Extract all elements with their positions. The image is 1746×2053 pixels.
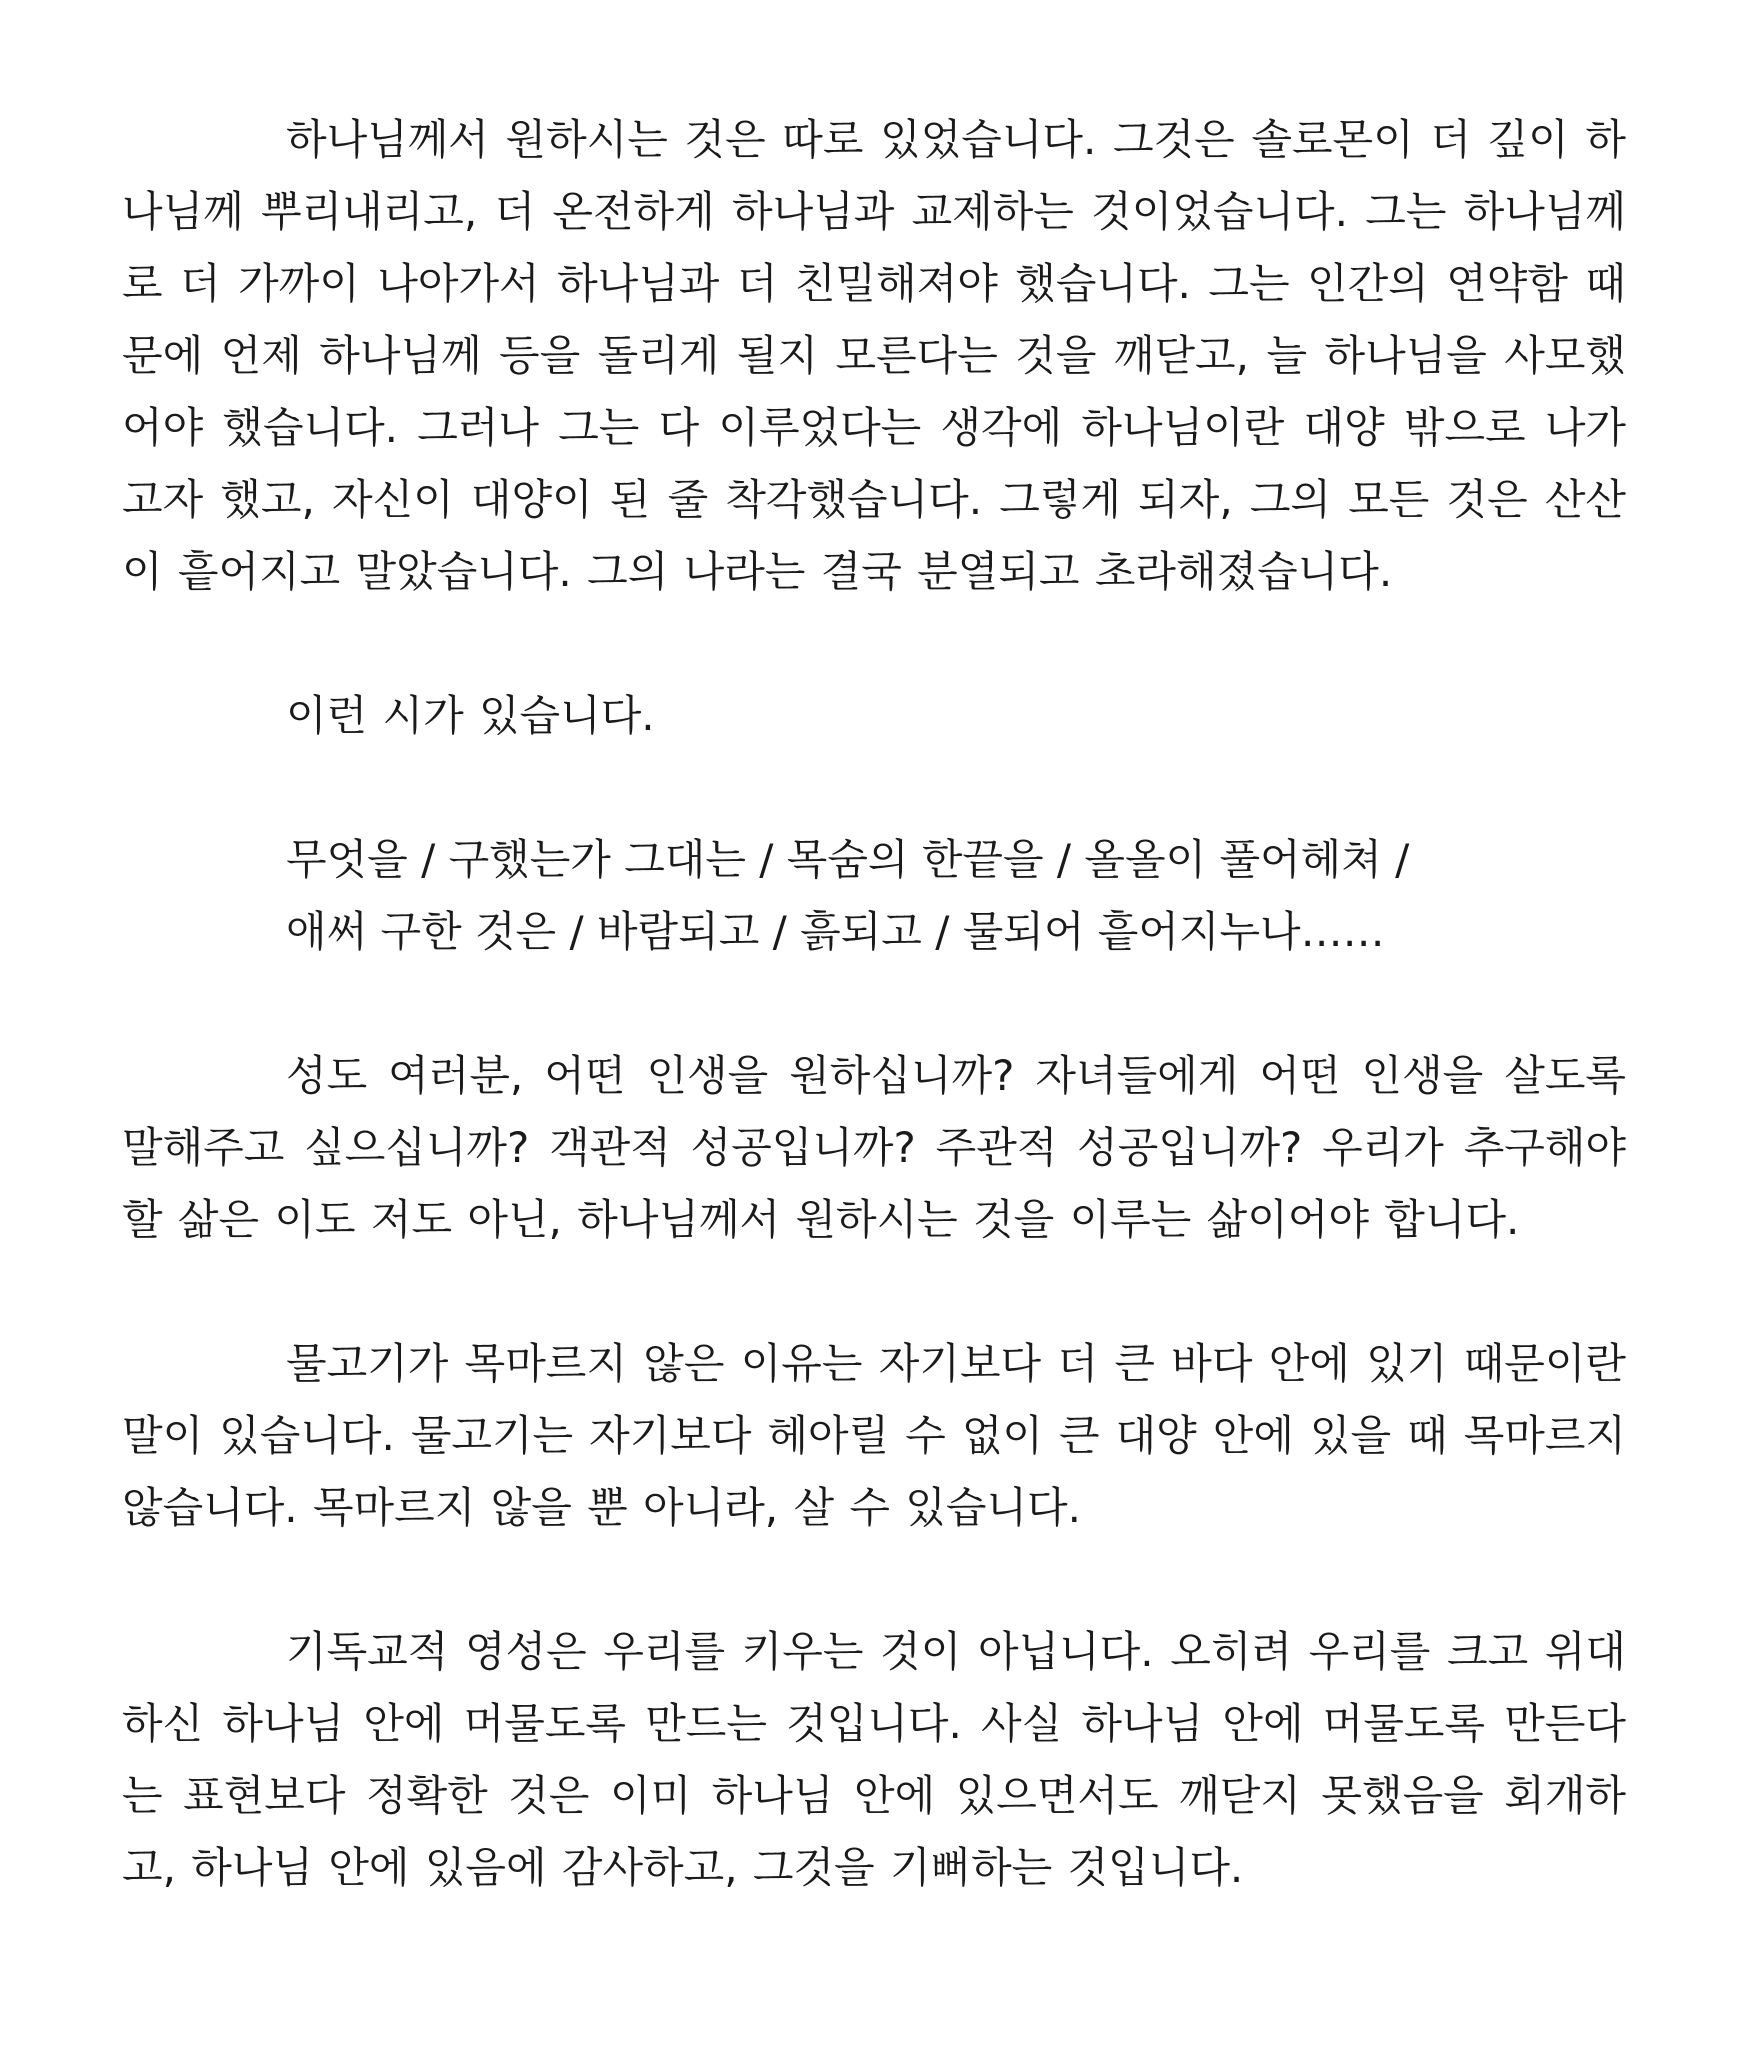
poem-line: 애써 구한 것은 / 바람되고 / 흙되고 / 물되어 흩어지누나……	[286, 907, 1385, 956]
poem-line: 무엇을 / 구했는가 그대는 / 목숨의 한끝을 / 올올이 풀어헤쳐 /	[286, 835, 1410, 884]
document-page	[122, 104, 1626, 1904]
paragraph-spirituality: 기독교적 영성은 우리를 키우는 것이 아닙니다. 오히려 우리를 크고 위대하신 하나님 안에 머물도록 만드는 것입니다. 사실 하나님 안에 머물도록 만든다는 표현보다 정확한 것은 이미 하나님 안에 있으면서도 깨닫지 못했음을 회개하고, 하나님 안에 있음에 감사하고, 그것을 기뻐하는 것입니다.	[122, 1627, 1626, 1892]
paragraph-solomon: 하나님께서 원하시는 것은 따로 있었습니다. 그것은 솔로몬이 더 깊이 하나님께 뿌리내리고, 더 온전하게 하나님과 교제하는 것이었습니다. 그는 하나님께로 더 가까이 나아가서 하나님과 더 친밀해져야 했습니다. 그는 인간의 연약함 때문에 언제 하나님께 등을 돌리게 될지 모른다는 것을 깨닫고, 늘 하나님을 사모했어야 했습니다. 그러나 그는 다 이루었다는 생각에 하나님이란 대양 밖으로 나가고자 했고, 자신이 대양이 된 줄 착각했습니다. 그렇게 되자, 그의 모든 것은 산산이 흩어지고 말았습니다. 그의 나라는 결국 분열되고 초라해졌습니다.	[122, 115, 1626, 596]
paragraph-fish: 물고기가 목마르지 않은 이유는 자기보다 더 큰 바다 안에 있기 때문이란 말이 있습니다. 물고기는 자기보다 헤아릴 수 없이 큰 대양 안에 있을 때 목마르지 않습니다. 목마르지 않을 뿐 아니라, 살 수 있습니다.	[122, 1339, 1626, 1532]
paragraph-poem-intro: 이런 시가 있습니다.	[286, 691, 655, 740]
poem-block	[122, 824, 1626, 968]
paragraph-what-life: 성도 여러분, 어떤 인생을 원하십니까? 자녀들에게 어떤 인생을 살도록 말해주고 싶으십니까? 객관적 성공입니까? 주관적 성공입니까? 우리가 추구해야 할 삶은 이도 저도 아닌, 하나님께서 원하시는 것을 이루는 삶이어야 합니다.	[122, 1051, 1626, 1244]
